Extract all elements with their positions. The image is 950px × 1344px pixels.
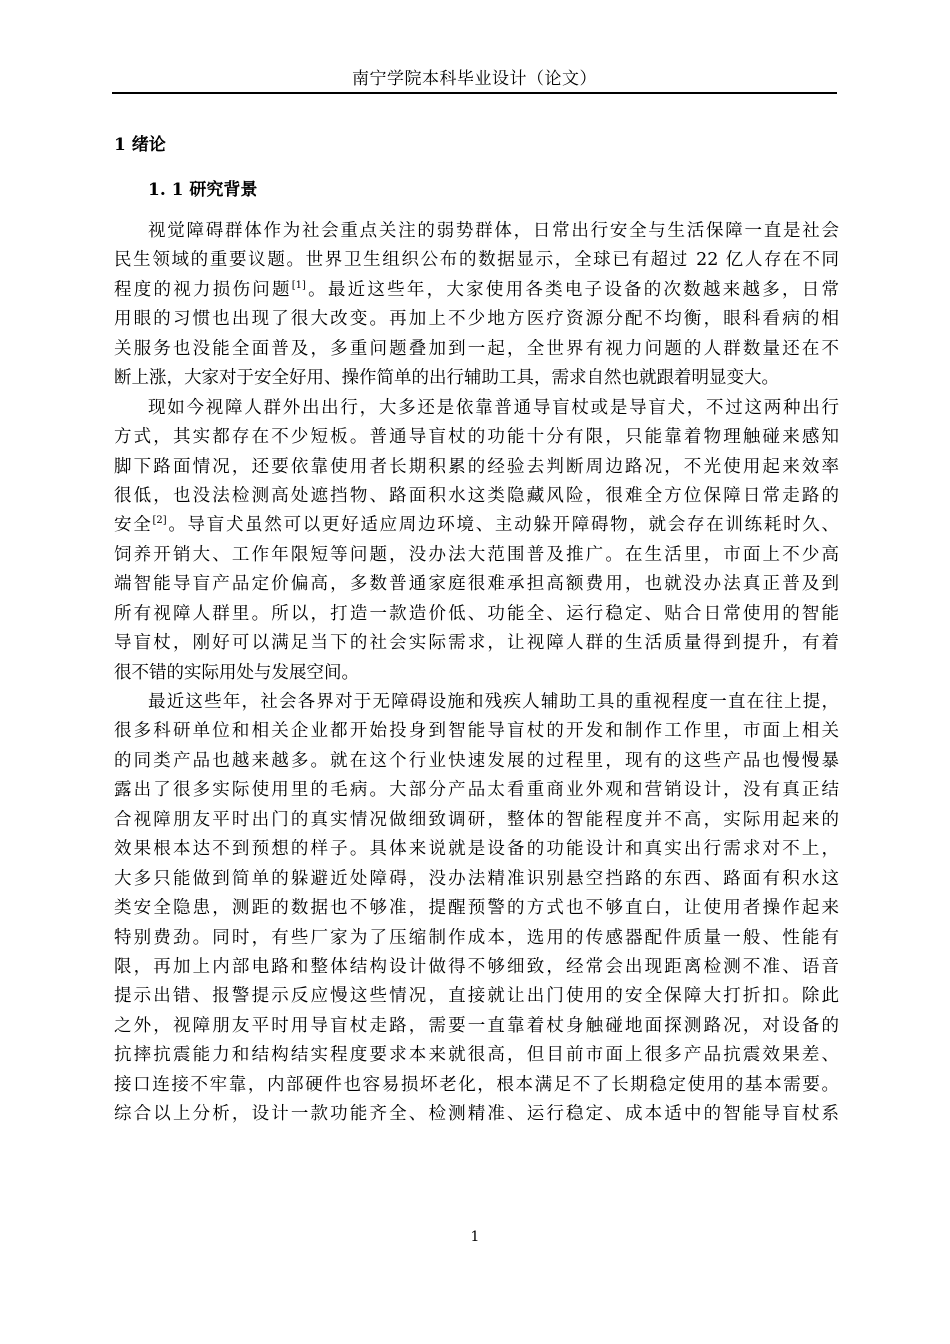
paragraph-3-line-7: 大多只能做到简单的躲避近处障碍，没办法精准识别悬空挡路的东西、路面有积水这 bbox=[114, 868, 839, 889]
paragraph-3-line-12: 之外，视障朋友平时用导盲杖走路，需要一直靠着杖身触碰地面探测路况，对设备的 bbox=[114, 1015, 839, 1036]
paragraph-1-line-6: 断上涨，大家对于安全好用、操作简单的出行辅助工具，需求自然也就跟着明显变大。 bbox=[114, 368, 779, 389]
paragraph-1-line-5: 关服务也没能全面普及，多重问题叠加到一起，全世界有视力问题的人群数量还在不 bbox=[114, 338, 839, 359]
paragraph-1-line-3-text-b: 。最近这些年，大家使用各类电子设备的次数越来越多，日常 bbox=[305, 279, 840, 300]
paragraph-3-line-3: 的同类产品也越来越多。就在这个行业快速发展的过程里，现有的这些产品也慢慢暴 bbox=[114, 750, 839, 771]
paragraph-3-line-8: 类安全隐患，测距的数据也不够准，提醒预警的方式也不够直白，让使用者操作起来 bbox=[114, 898, 839, 919]
body-text bbox=[114, 217, 839, 1130]
section-heading: 1. 1 研究背景 bbox=[148, 180, 258, 200]
page-header bbox=[112, 62, 837, 94]
paragraph-2-line-10: 很不错的实际用处与发展空间。 bbox=[114, 662, 359, 683]
paragraph-2-line-2: 方式，其实都存在不少短板。普通导盲杖的功能十分有限，只能靠着物理触碰来感知 bbox=[114, 427, 839, 448]
paragraph-3-line-15: 综合以上分析，设计一款功能齐全、检测精准、运行稳定、成本适中的智能导盲杖系 bbox=[114, 1104, 839, 1125]
paragraph-3-line-13: 抗摔抗震能力和结构结实程度要求本来就很高，但目前市面上很多产品抗震效果差、 bbox=[114, 1045, 839, 1066]
paragraph-2-line-9: 导盲杖，刚好可以满足当下的社会实际需求，让视障人群的生活质量得到提升，有着 bbox=[114, 633, 839, 654]
chapter-heading: 1 绪论 bbox=[114, 135, 166, 155]
paragraph-2-line-6: 饲养开销大、工作年限短等问题，没办法大范围普及推广。在生活里，市面上不少高 bbox=[114, 544, 839, 565]
paragraph-3-line-4: 露出了很多实际使用里的毛病。大部分产品太看重商业外观和营销设计，没有真正结 bbox=[114, 780, 839, 801]
paragraph-1-line-3 bbox=[114, 276, 839, 305]
paragraph-1-line-4: 用眼的习惯也出现了很大改变。再加上不少地方医疗资源分配不均衡，眼科看病的相 bbox=[114, 309, 839, 330]
paragraph-2-line-4: 很低，也没法检测高处遮挡物、路面积水这类隐藏风险，很难全方位保障日常走路的 bbox=[114, 485, 839, 506]
paragraph-2-line-3: 脚下路面情况，还要依靠使用者长期积累的经验去判断周边路况，不光使用起来效率 bbox=[114, 456, 839, 477]
paragraph-2-line-8: 所有视障人群里。所以，打造一款造价低、功能全、运行稳定、贴合日常使用的智能 bbox=[114, 603, 839, 624]
paragraph-3-line-9: 特别费劲。同时，有些厂家为了压缩制作成本，选用的传感器配件质量一般、性能有 bbox=[114, 927, 839, 948]
paragraph-3-line-5: 合视障朋友平时出门的真实情况做细致调研，整体的智能程度并不高，实际用起来的 bbox=[114, 809, 839, 830]
paragraph-2-line-1: 现如今视障人群外出出行，大多还是依靠普通导盲杖或是导盲犬，不过这两种出行 bbox=[148, 397, 839, 418]
citation-1: [1] bbox=[291, 279, 306, 291]
paragraph-2-line-5 bbox=[114, 511, 839, 540]
paragraph-3-line-14: 接口连接不牢靠，内部硬件也容易损坏老化，根本满足不了长期稳定使用的基本需要。 bbox=[114, 1074, 839, 1095]
paragraph-3-line-10: 限，再加上内部电路和整体结构设计做得不够细致，经常会出现距离检测不准、语音 bbox=[114, 956, 839, 977]
paragraph-1-line-1: 视觉障碍群体作为社会重点关注的弱势群体，日常出行安全与生活保障一直是社会 bbox=[148, 221, 839, 241]
paragraph-3-line-6: 效果根本达不到预想的样子。具体来说就是设备的功能设计和真实出行需求对不上， bbox=[114, 839, 839, 860]
page-number: 1 bbox=[470, 1229, 480, 1245]
paragraph-1-line-3-text-a: 程度的视力损伤问题 bbox=[114, 279, 292, 300]
citation-2: [2] bbox=[152, 515, 167, 527]
paragraph-2-line-7: 端智能导盲产品定价偏高，多数普通家庭很难承担高额费用，也就没办法真正普及到 bbox=[114, 574, 839, 595]
header-title: 南宁学院本科毕业设计（论文） bbox=[352, 69, 597, 89]
paragraph-3-line-1: 最近这些年，社会各界对于无障碍设施和残疾人辅助工具的重视程度一直在往上提， bbox=[148, 692, 839, 712]
paragraph-3-line-11: 提示出错、报警提示反应慢这些情况，直接就让出门使用的安全保障大打折扣。除此 bbox=[114, 986, 839, 1007]
paragraph-2-line-5-text-b: 。导盲犬虽然可以更好适应周边环境、主动躲开障碍物，就会存在训练耗时久、 bbox=[166, 515, 840, 536]
paragraph-2-line-5-text-a: 安全 bbox=[114, 515, 153, 536]
paragraph-1-line-2: 民生领域的重要议题。世界卫生组织公布的数据显示，全球已有超过 22 亿人存在不同 bbox=[114, 250, 839, 271]
paragraph-3-line-2: 很多科研单位和相关企业都开始投身到智能导盲杖的开发和制作工作里，市面上相关 bbox=[114, 721, 839, 742]
